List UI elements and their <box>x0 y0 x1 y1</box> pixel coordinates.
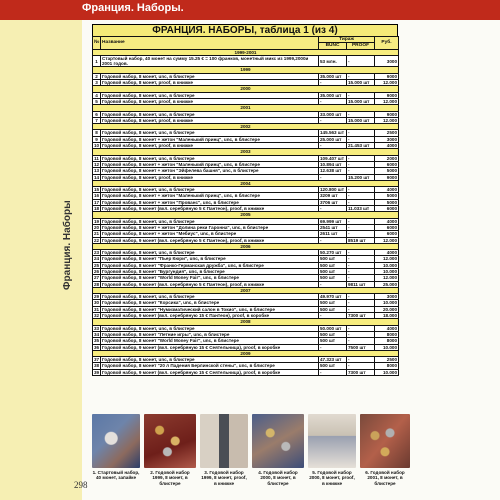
year-label: 1999 <box>93 67 399 73</box>
row-proof: - <box>347 300 375 306</box>
image-caption: 5. Годовой набор 2000, 8 монет, proof, в книжке <box>309 470 355 486</box>
row-price: 9000 <box>375 73 399 79</box>
row-proof: 7300 шт <box>347 369 375 375</box>
row-price: 8000 <box>375 338 399 344</box>
row-number: 13 <box>94 168 100 174</box>
row-proof: - <box>347 268 375 274</box>
row-proof: - <box>347 92 375 98</box>
row-name: Годовой набор, 8 монет "Бургундия", unc, в блистере <box>101 268 319 274</box>
row-name: Годовой набор, 9 монет (вкл. серебряную 15 € Пантеон), proof, в коробке <box>101 313 319 319</box>
row-proof: - <box>347 193 375 199</box>
year-label: 1999-2001 <box>93 49 399 55</box>
row-name: Годовой набор, 8 монет, unc, в блистере <box>101 218 319 224</box>
row-number: 39 <box>94 369 100 375</box>
row-proof: 7300 шт <box>347 313 375 319</box>
table-row <box>93 55 399 67</box>
row-number: 14 <box>94 174 100 180</box>
row-bunc: 500 шт <box>319 268 347 274</box>
row-price: 10.000 <box>375 344 399 350</box>
row-number: 3 <box>93 80 101 86</box>
row-proof: - <box>347 306 375 312</box>
table-row <box>93 313 399 319</box>
coin-set-images <box>92 414 410 468</box>
row-number: 34 <box>94 331 100 337</box>
row-price: 9000 <box>375 92 399 98</box>
row-bunc: 10.894 шт <box>319 161 347 167</box>
row-name: Годовой набор, 8 монет "World Money Fair", unc, в блистере <box>101 275 319 281</box>
row-proof: - <box>347 55 375 67</box>
row-number: 9 <box>93 136 101 142</box>
row-number: 22 <box>94 237 100 243</box>
row-name: Годовой набор, 8 монет, unc, в блистере <box>101 155 319 161</box>
table-title: ФРАНЦИЯ. НАБОРЫ, таблица 1 (из 4) <box>92 24 398 36</box>
year-label: 2001 <box>93 105 399 111</box>
row-bunc: 109.407 шт <box>319 155 347 161</box>
row-proof: - <box>347 325 375 331</box>
row-proof: 11.033 шт <box>347 206 375 212</box>
row-proof: - <box>347 224 375 230</box>
row-name: Годовой набор, 8 монет, unc, в блистере <box>101 325 319 331</box>
row-bunc: 12.638 шт <box>319 168 347 174</box>
row-bunc: 500 шт <box>319 306 347 312</box>
row-proof: - <box>347 250 375 256</box>
row-proof: - <box>347 262 375 268</box>
row-name: Годовой набор, 9 монет (вкл. серебряную 15 € Сеятельница), proof, в коробке <box>101 344 319 350</box>
row-price: 5000 <box>375 193 399 199</box>
table-header-row <box>93 37 399 43</box>
row-price: 5000 <box>375 199 399 205</box>
row-proof: 15.000 шт <box>347 80 375 86</box>
row-proof: - <box>347 199 375 205</box>
row-price: 6000 <box>375 206 399 212</box>
row-number: 12 <box>94 161 100 167</box>
row-bunc: 500 шт <box>319 363 347 369</box>
row-number: 20 <box>94 224 100 230</box>
year-label: 2004 <box>93 180 399 186</box>
row-name: Годовой набор, 8 монет "Пьер Кюри", unc, в блистере <box>101 256 319 262</box>
row-number: 35 <box>94 338 100 344</box>
row-name: Годовой набор, 8 монет, proof, в книжке <box>101 98 319 104</box>
image-caption: 3. Годовой набор 1999, 8 монет, proof, в книжке <box>201 470 247 486</box>
set-2000-blister-image <box>252 414 304 468</box>
row-name: Годовой набор, 8 монет + жетон "Долина реки Гаронна", unc, в блистере <box>101 224 319 230</box>
row-bunc: 50.270 шт <box>319 250 347 256</box>
row-number: 1 <box>93 55 101 67</box>
row-bunc: - <box>319 143 347 149</box>
row-bunc: 500 шт <box>319 300 347 306</box>
row-price: 9000 <box>375 111 399 117</box>
row-bunc: 33.000 шт <box>319 111 347 117</box>
row-number: 31 <box>94 306 100 312</box>
row-name: Годовой набор, 8 монет + жетон "Мебиус", unc, в блистере <box>101 231 319 237</box>
row-bunc: 500 шт <box>319 331 347 337</box>
row-price: 8000 <box>375 331 399 337</box>
header-tirage: Тираж <box>319 37 375 43</box>
row-bunc: - <box>319 206 347 212</box>
row-price: 20.000 <box>375 306 399 312</box>
row-number: 27 <box>94 275 100 281</box>
row-bunc: - <box>319 237 347 243</box>
row-bunc: 50.000 шт <box>319 325 347 331</box>
row-price: 4000 <box>375 325 399 331</box>
row-proof: - <box>347 331 375 337</box>
row-number: 23 <box>94 250 100 256</box>
set-2001-blister-image <box>360 414 410 468</box>
row-name: Годовой набор, 8 монет "20 л Падения Берлинской стены", unc, в блистере <box>101 363 319 369</box>
row-proof: - <box>347 231 375 237</box>
row-bunc: 2611 шт <box>319 231 347 237</box>
year-label: 2003 <box>93 149 399 155</box>
row-proof: - <box>347 73 375 79</box>
sets-table-block <box>92 24 398 376</box>
row-number: 15 <box>94 187 100 193</box>
row-bunc: - <box>319 281 347 287</box>
row-name: Годовой набор, 8 монет + жетон "Маленький принц", unc, в блистере <box>101 136 319 142</box>
row-proof: 7500 шт <box>347 344 375 350</box>
row-number: 8 <box>93 130 101 136</box>
row-number: 38 <box>94 363 100 369</box>
row-price: 3000 <box>375 136 399 142</box>
set-1999-blister-image <box>144 414 196 468</box>
row-number: 6 <box>93 111 101 117</box>
row-name: Годовой набор, 8 монет "World Money Fair", unc, в блистере <box>101 338 319 344</box>
year-label: 2000 <box>93 86 399 92</box>
row-name: Годовой набор, 8 монет + жетон "Маленький принц", unc, в блистере <box>101 161 319 167</box>
row-name: Годовой набор, 8 монет, proof, в книжке <box>101 174 319 180</box>
row-price: 3000 <box>375 55 399 67</box>
row-price: 12.000 <box>375 237 399 243</box>
row-name: Годовой набор, 8 монет, unc, в блистере <box>101 73 319 79</box>
row-price: 18.000 <box>375 313 399 319</box>
row-proof: - <box>347 168 375 174</box>
row-proof: 9811 шт <box>347 281 375 287</box>
row-number: 16 <box>94 193 100 199</box>
row-name: Годовой набор, 8 монет, unc, в блистере <box>101 294 319 300</box>
row-proof: - <box>347 294 375 300</box>
row-price: 10.000 <box>375 369 399 375</box>
row-bunc: 500 шт <box>319 275 347 281</box>
row-number: 24 <box>94 256 100 262</box>
row-number: 7 <box>93 117 101 123</box>
row-proof: 21.453 шт <box>347 143 375 149</box>
row-name: Годовой набор, 9 монет (вкл. серебряную 5 € Пантеон), proof, в книжке <box>101 281 319 287</box>
row-bunc: - <box>319 117 347 123</box>
row-price: 8000 <box>375 363 399 369</box>
page-number: 298 <box>74 480 88 490</box>
row-proof: - <box>347 256 375 262</box>
row-bunc: 53 млн. <box>319 55 347 67</box>
header-price: Руб. <box>375 37 399 50</box>
table-row <box>93 281 399 287</box>
row-proof: 8519 шт <box>347 237 375 243</box>
row-price: 12.000 <box>375 98 399 104</box>
row-price: 2500 <box>375 130 399 136</box>
row-bunc: 3706 шт <box>319 199 347 205</box>
row-price: 6000 <box>375 224 399 230</box>
row-price: 4000 <box>375 250 399 256</box>
row-name: Годовой набор, 9 монет (вкл. серебряную 15 € Сеятельница), proof, в коробке <box>101 369 319 375</box>
row-price: 10.000 <box>375 262 399 268</box>
row-bunc: 500 шт <box>319 256 347 262</box>
row-proof: 15.000 шт <box>347 98 375 104</box>
row-name: Годовой набор, 8 монет, proof, в книжке <box>101 117 319 123</box>
row-name: Годовой набор, 9 монет (вкл. серебряную 5 € Пантеон), proof, в книжке <box>101 237 319 243</box>
header-num: № <box>93 37 101 50</box>
image-captions <box>92 470 410 498</box>
row-name: Годовой набор, 8 монет, unc, в блистере <box>101 130 319 136</box>
year-label: 2006 <box>93 243 399 249</box>
row-number: 17 <box>94 199 100 205</box>
row-bunc: 35.000 шт <box>319 73 347 79</box>
row-bunc: 47.323 шт <box>319 357 347 363</box>
page-header-title: Франция. Наборы. <box>82 2 184 14</box>
row-name: Годовой набор, 9 монет (вкл. серебряную 5 € Пантеон), proof, в книжке <box>101 206 319 212</box>
row-number: 2 <box>93 73 101 79</box>
row-price: 12.000 <box>375 256 399 262</box>
row-price: 3000 <box>375 294 399 300</box>
row-price: 10.000 <box>375 268 399 274</box>
row-price: 4000 <box>375 218 399 224</box>
row-price: 4000 <box>375 143 399 149</box>
row-bunc: 120.800 шт <box>319 187 347 193</box>
row-name: Годовой набор, 8 монет, unc, в блистере <box>101 357 319 363</box>
row-proof: - <box>347 187 375 193</box>
row-proof: - <box>347 161 375 167</box>
row-bunc: 35.000 шт <box>319 92 347 98</box>
row-number: 37 <box>94 357 100 363</box>
table-row <box>93 206 399 212</box>
row-bunc: 25.000 шт <box>319 136 347 142</box>
row-price: 6000 <box>375 231 399 237</box>
row-proof: - <box>347 218 375 224</box>
table-row <box>93 237 399 243</box>
row-bunc: 145.563 шт <box>319 130 347 136</box>
row-proof: - <box>347 111 375 117</box>
row-number: 25 <box>94 262 100 268</box>
row-price: 10.000 <box>375 300 399 306</box>
row-number: 19 <box>94 218 100 224</box>
year-label: 2009 <box>93 350 399 356</box>
row-bunc: 3209 шт <box>319 193 347 199</box>
row-name: Годовой набор, 8 монет + жетон "Прованс", unc, в блистере <box>101 199 319 205</box>
image-caption: 1. Стартовый набор, 40 монет, запайке <box>92 470 140 481</box>
row-name: Годовой набор, 8 монет, proof, в книжке <box>101 80 319 86</box>
row-number: 30 <box>94 300 100 306</box>
row-proof: 15.000 шт <box>347 117 375 123</box>
row-bunc: 69.999 шт <box>319 218 347 224</box>
row-name: Годовой набор, 8 монет "Летние игры", unc, в блистере <box>101 331 319 337</box>
row-bunc: - <box>319 98 347 104</box>
table-body <box>93 49 399 375</box>
header-proof: PROOF <box>347 43 375 49</box>
row-number: 4 <box>93 92 101 98</box>
row-price: 25.000 <box>375 281 399 287</box>
header-name: Название <box>101 37 319 50</box>
row-bunc: 49.970 шт <box>319 294 347 300</box>
row-name: Годовой набор, 8 монет, unc, в блистере <box>101 187 319 193</box>
row-bunc: - <box>319 313 347 319</box>
image-caption: 2. Годовой набор 1999, 8 монет, в блистере <box>150 470 190 486</box>
row-price: 4000 <box>375 187 399 193</box>
row-number: 33 <box>94 325 100 331</box>
row-number: 21 <box>94 231 100 237</box>
row-price: 9000 <box>375 174 399 180</box>
row-name: Годовой набор, 8 монет "Нумизматический салон в Токио", unc, в блистере <box>101 306 319 312</box>
row-name: Годовой набор, 8 монет, unc, в блистере <box>101 92 319 98</box>
row-price: 2000 <box>375 155 399 161</box>
set-1999-proof-image <box>200 414 248 468</box>
row-price: 2500 <box>375 357 399 363</box>
row-name: Годовой набор, 8 монет, unc, в блистере <box>101 111 319 117</box>
set-2000-proof-image <box>308 414 356 468</box>
header-bar <box>0 0 500 20</box>
row-price: 5000 <box>375 168 399 174</box>
row-proof: - <box>347 275 375 281</box>
row-number: 11 <box>94 155 99 161</box>
row-number: 28 <box>94 281 100 287</box>
row-bunc: - <box>319 369 347 375</box>
row-price: 6000 <box>375 161 399 167</box>
row-name: Годовой набор, 8 монет + жетон "Маленький принц", unc, в блистере <box>101 193 319 199</box>
image-caption: 4. Годовой набор 2000, 8 монет, в блистере <box>258 470 298 486</box>
row-bunc: - <box>319 344 347 350</box>
year-label: 2007 <box>93 287 399 293</box>
row-price: 12.000 <box>375 275 399 281</box>
row-bunc: 2541 шт <box>319 224 347 230</box>
row-proof: - <box>347 130 375 136</box>
row-name: Годовой набор, 8 монет "Корсика", unc, в блистере <box>101 300 319 306</box>
sidebar-band <box>0 20 82 500</box>
row-bunc: - <box>319 80 347 86</box>
sidebar-label: Франция. Наборы <box>62 200 73 290</box>
starter-kit-image <box>92 414 140 468</box>
row-bunc: - <box>319 174 347 180</box>
year-label: 2005 <box>93 212 399 218</box>
row-number: 18 <box>94 206 100 212</box>
row-bunc: 500 шт <box>319 338 347 344</box>
row-name: Годовой набор, 8 монет "Франко-Германская дружба", unc, в блистере <box>101 262 319 268</box>
table-row <box>93 344 399 350</box>
row-proof: - <box>347 338 375 344</box>
row-name: Годовой набор, 8 монет, proof, в книжке <box>101 143 319 149</box>
row-number: 32 <box>94 313 100 319</box>
row-number: 5 <box>93 98 101 104</box>
row-bunc: 500 шт <box>319 262 347 268</box>
row-name: Стартовый набор, 40 монет на сумму 15.25 € = 100 франков, монетный микс из 1999,2000и 2001 годов. <box>101 55 319 67</box>
row-name: Годовой набор, 8 монет + жетон "Эйфелева башня", unc, в блистере <box>101 168 319 174</box>
image-caption: 6. Годовой набор 2001, 8 монет, в блистере <box>365 470 405 486</box>
row-number: 36 <box>94 344 100 350</box>
row-price: 12.000 <box>375 117 399 123</box>
row-number: 10 <box>94 143 100 149</box>
table-row <box>93 369 399 375</box>
year-label: 2002 <box>93 124 399 130</box>
row-proof: - <box>347 363 375 369</box>
row-name: Годовой набор, 8 монет, unc, в блистере <box>101 250 319 256</box>
sets-table <box>92 36 399 376</box>
row-number: 29 <box>94 294 100 300</box>
row-proof: - <box>347 357 375 363</box>
row-proof: 15.200 шт <box>347 174 375 180</box>
year-label: 2008 <box>93 319 399 325</box>
header-bunc: BUNC <box>319 43 347 49</box>
row-proof: - <box>347 155 375 161</box>
row-price: 12.000 <box>375 80 399 86</box>
row-number: 26 <box>94 268 100 274</box>
row-proof: - <box>347 136 375 142</box>
